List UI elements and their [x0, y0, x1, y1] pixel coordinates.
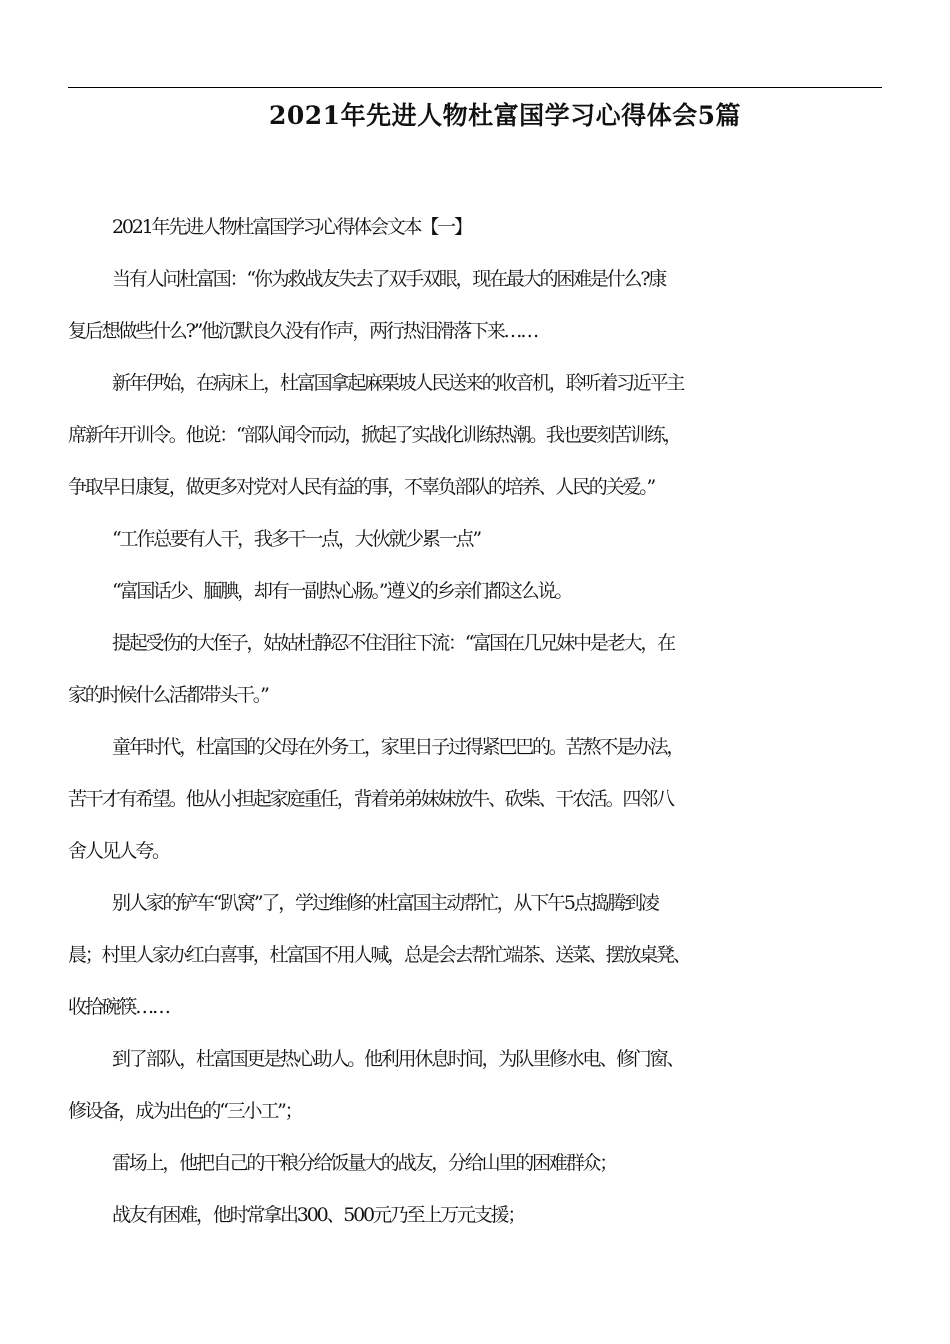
- paragraph-line: 到了部队，杜富国更是热心助人。他利用休息时间，为队里修水电、修门窗、: [112, 1048, 684, 1070]
- paragraph-line: 舍人见人夸。: [68, 840, 169, 862]
- top-rule: [68, 87, 882, 88]
- paragraph-line: 争取早日康复，做更多对党对人民有益的事，不辜负部队的培养、人民的关爱。”: [68, 476, 655, 498]
- paragraph-line: 童年时代，杜富国的父母在外务工，家里日子过得紧巴巴的。苦熬不是办法，: [112, 736, 684, 758]
- section-heading: 2021年先进人物杜富国学习心得体会文本【一】: [112, 216, 471, 238]
- paragraph-line: “工作总要有人干，我多干一点，大伙就少累一点”: [112, 528, 480, 550]
- paragraph-line: 晨；村里人家办红白喜事，杜富国不用人喊，总是会去帮忙端茶、送菜、摆放桌凳、: [68, 944, 690, 966]
- paragraph-line: 战友有困难，他时常拿出300、500元乃至上万元支援；: [112, 1204, 525, 1226]
- paragraph-line: 复后想做些什么?”他沉默良久没有作声，两行热泪滑落下来……: [68, 320, 538, 342]
- paragraph-line: 修设备，成为出色的“三小工”；: [68, 1100, 302, 1122]
- paragraph-line: 提起受伤的大侄子，姑姑杜静忍不住泪往下流：“富国在几兄妹中是老大，在: [112, 632, 674, 654]
- paragraph-line: 苦干才有希望。他从小担起家庭重任，背着弟弟妹妹放牛、砍柴、干农活。四邻八: [68, 788, 673, 810]
- paragraph-line: 雷场上，他把自己的干粮分给饭量大的战友，分给山里的困难群众；: [112, 1152, 617, 1174]
- paragraph-line: “富国话少、腼腆，却有一副热心肠。”遵义的乡亲们都这么说。: [112, 580, 572, 602]
- document-title: 2021年先进人物杜富国学习心得体会5篇: [269, 101, 741, 130]
- paragraph-line: 新年伊始，在病床上，杜富国拿起麻栗坡人民送来的收音机，聆听着习近平主: [112, 372, 684, 394]
- paragraph-line: 家的时候什么活都带头干。”: [68, 684, 268, 706]
- document-body: [68, 201, 908, 1241]
- paragraph-line: 收拾碗筷……: [68, 996, 169, 1018]
- paragraph-line: 席新年开训令。他说：“部队闻令而动，掀起了实战化训练热潮。我也要刻苦训练，: [68, 424, 681, 446]
- paragraph-line: 当有人问杜富国：“你为救战友失去了双手双眼，现在最大的困难是什么?康: [112, 268, 666, 290]
- paragraph-line: 别人家的铲车“趴窝”了，学过维修的杜富国主动帮忙，从下午5点捣腾到凌: [112, 892, 658, 914]
